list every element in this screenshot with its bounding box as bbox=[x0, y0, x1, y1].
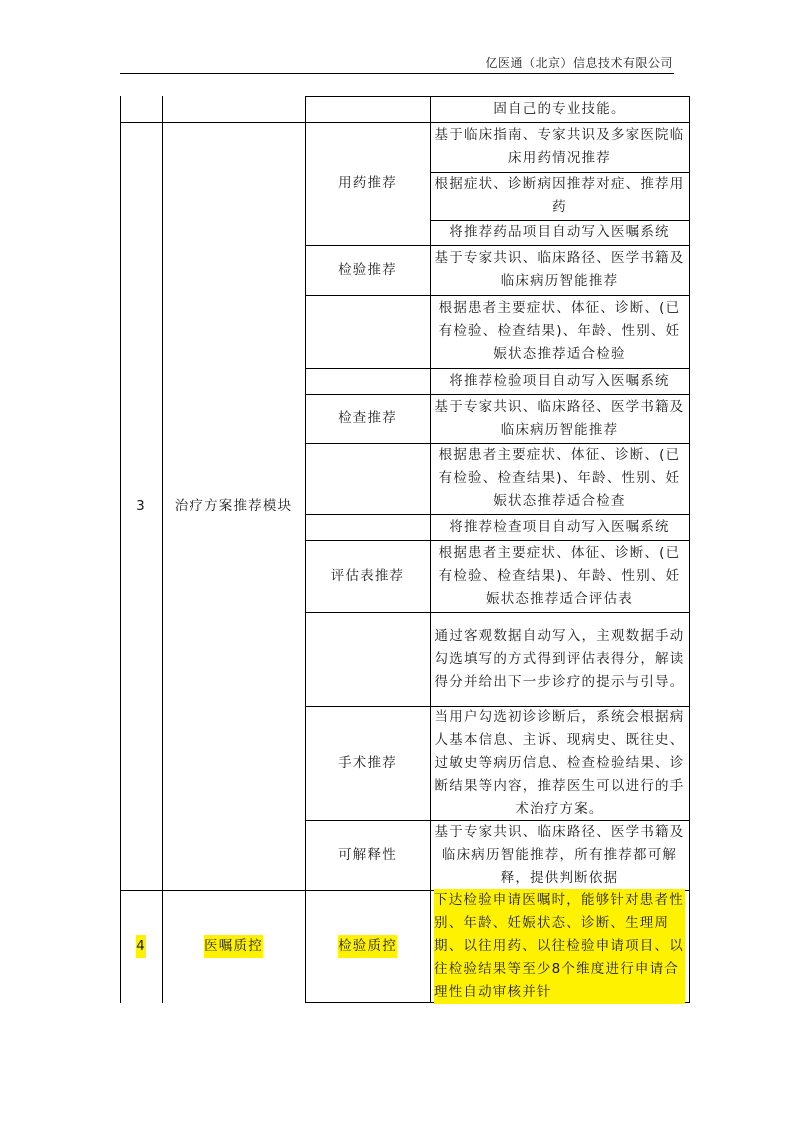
table-cell-desc: 根据患者主要症状、体征、诊断、(已有检验、检查结果)、年龄、性别、妊娠状态推荐适合检验 bbox=[438, 300, 681, 362]
section-number: 3 bbox=[136, 497, 146, 514]
function-name: 评估表推荐 bbox=[330, 567, 405, 584]
table-cell-desc bbox=[430, 890, 689, 1002]
table-cell-desc: 根据患者主要症状、体征、诊断、(已有检验、检查结果)、年龄、性别、妊娠状态推荐适合检查 bbox=[438, 447, 681, 509]
table-cell-desc: 基于专家共识、临床路径、医学书籍及临床病历智能推荐 bbox=[434, 398, 685, 438]
company-name: 亿医通（北京）信息技术有限公司 bbox=[485, 56, 673, 70]
function-name: 手术推荐 bbox=[338, 754, 397, 771]
module-name bbox=[162, 890, 305, 1002]
header-rule bbox=[120, 73, 674, 74]
highlighted-text: 检验质控 bbox=[338, 935, 397, 958]
function-name: 可解释性 bbox=[338, 846, 397, 863]
section-number bbox=[120, 890, 162, 1002]
highlighted-text: 4 bbox=[136, 935, 146, 958]
table-cell-desc: 基于临床指南、专家共识及多家医院临床用药情况推荐 bbox=[434, 127, 685, 166]
table-cell-desc: 基于专家共识、临床路径、医学书籍及临床病历智能推荐 bbox=[434, 250, 685, 289]
function-name: 检查推荐 bbox=[338, 410, 397, 426]
module-name: 治疗方案推荐模块 bbox=[174, 497, 293, 514]
table-cell-desc: 根据患者主要症状、体征、诊断、(已有检验、检查结果)、年龄、性别、妊娠状态推荐适合评估表 bbox=[438, 544, 681, 607]
table-cell-desc: 当用户勾选初诊诊断后，系统会根据病人基本信息、主诉、现病史、既往史、过敏史等病历信息、检查检验结果、诊断结果等内容，推荐医生可以进行的手术治疗方案。 bbox=[434, 708, 685, 817]
function-name: 检验推荐 bbox=[338, 261, 397, 278]
function-name bbox=[305, 890, 430, 1002]
table-cell-desc: 通过客观数据自动写入，主观数据手动勾选填写的方式得到评估表得分，解读得分并给出下一步诊疗的提示与引导。 bbox=[434, 627, 685, 690]
table-cell-desc: 固自己的专业技能。 bbox=[493, 100, 626, 117]
table-border-right bbox=[689, 96, 690, 1003]
table-cell-desc: 根据症状、诊断病因推荐对症、推荐用药 bbox=[434, 176, 685, 215]
highlighted-text: 下达检验申请医嘱时，能够针对患者性别、年龄、妊娠状态、诊断、生理周期、以往用药、以往检验申请项目、以往检验结果等至少8个维度进行申请合理性自动审核并针 bbox=[434, 889, 685, 1004]
highlighted-text: 医嘱质控 bbox=[204, 935, 263, 958]
table-cell-desc: 将推荐检验项目自动写入医嘱系统 bbox=[449, 372, 670, 389]
table-cell-desc: 将推荐药品项目自动写入医嘱系统 bbox=[449, 224, 670, 240]
function-name: 用药推荐 bbox=[338, 175, 397, 191]
table-cell-desc: 将推荐检查项目自动写入医嘱系统 bbox=[449, 518, 670, 535]
table-cell-desc: 基于专家共识、临床路径、医学书籍及临床病历智能推荐，所有推荐都可解释，提供判断依据 bbox=[434, 823, 685, 886]
